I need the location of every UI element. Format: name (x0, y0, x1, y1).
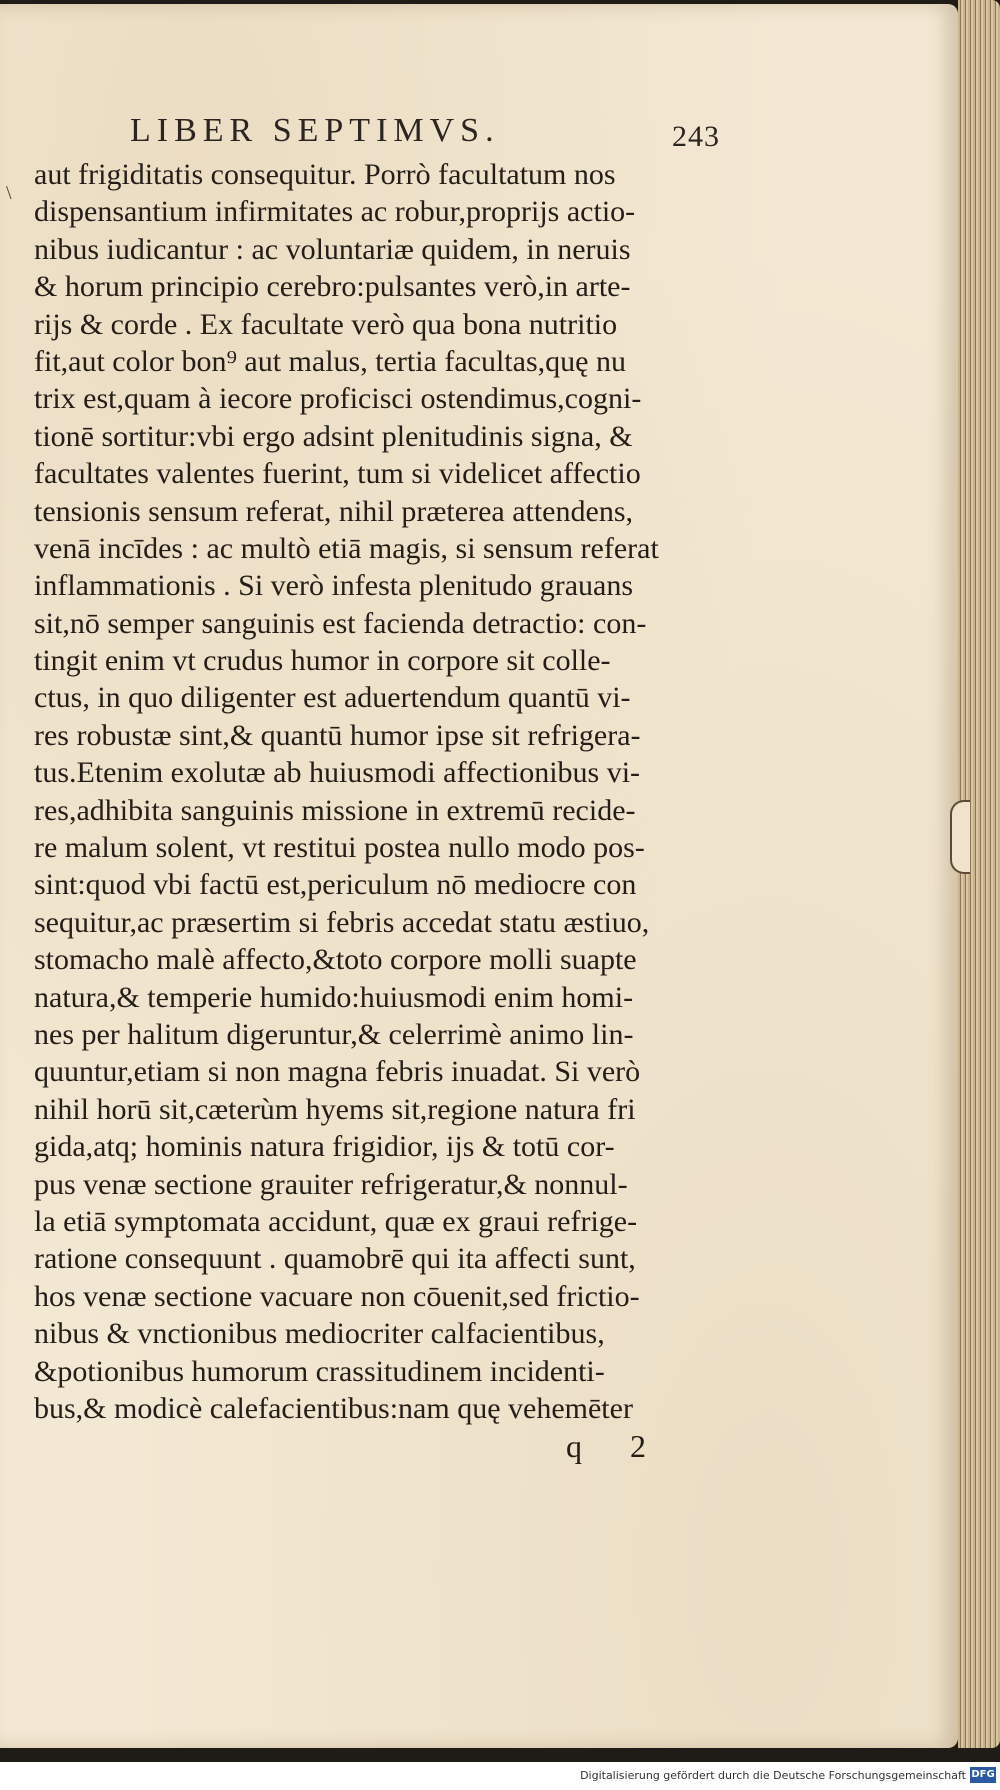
text-line: tus.Etenim exolutæ ab huiusmodi affectionibus vi- (34, 756, 641, 790)
text-line: sit,nō semper sanguinis est facienda detractio: con- (34, 606, 647, 640)
margin-tick-mark: \ (6, 182, 12, 204)
text-line: tensionis sensum referat, nihil præterea attendens, (34, 494, 633, 528)
text-line: bus,& modicè calefacientibus:nam quę vehemēter (34, 1391, 633, 1425)
body-text (34, 156, 754, 1427)
text-line: nibus iudicantur : ac voluntariæ quidem, in neruis (34, 232, 631, 266)
text-line: venā incīdes : ac multò etiā magis, si sensum referat (34, 531, 659, 565)
text-line: facultates valentes fuerint, tum si videlicet affectio (34, 457, 641, 491)
text-line: ctus, in quo diligenter est aduertendum quantū vi- (34, 681, 631, 715)
page-number: 243 (672, 120, 720, 153)
text-line: nihil horū sit,cæterùm hyems sit,regione natura fri (34, 1092, 636, 1126)
text-line: la etiā symptomata accidunt, quæ ex graui refrige- (34, 1204, 638, 1238)
text-line: res,adhibita sanguinis missione in extremū recide- (34, 793, 636, 827)
page-edges (958, 0, 1000, 1748)
text-line: nes per halitum digeruntur,& celerrimè animo lin- (34, 1017, 634, 1051)
text-line: re malum solent, vt restitui postea nullo modo pos- (34, 831, 645, 865)
text-line: res robustæ sint,& quantū humor ipse sit refrigera- (34, 718, 641, 752)
text-line: inflammationis . Si verò infesta plenitudo grauans (34, 569, 634, 603)
text-line: sint:quod vbi factū est,periculum nō mediocre con (34, 868, 637, 902)
text-line: tingit enim vt crudus humor in corpore sit colle- (34, 644, 611, 678)
footer-bar (0, 1762, 1000, 1790)
text-line: rijs & corde . Ex facultate verò qua bona nutritio (34, 307, 618, 341)
dfg-logo: DFG (970, 1767, 996, 1783)
page-tab-marker (950, 800, 970, 874)
text-line: dispensantium infirmitates ac robur,proprijs actio- (34, 195, 636, 229)
footer-credit: Digitalisierung gefördert durch die Deutsche Forschungsgemeinschaft (580, 1769, 966, 1782)
text-line: pus venæ sectione grauiter refrigeratur,& nonnul- (34, 1167, 628, 1201)
text-line: quuntur,etiam si non magna febris inuadat. Si verò (34, 1055, 641, 1089)
text-line: fit,aut color bon⁹ aut malus, tertia facultas,quę nu (34, 344, 626, 378)
text-line: nibus & vnctionibus mediocriter calfacientibus, (34, 1317, 605, 1351)
text-line: hos venæ sectione vacuare non cōuenit,sed frictio- (34, 1279, 640, 1313)
running-title: LIBER SEPTIMVS. (130, 112, 500, 149)
signature-mark: q 2 (566, 1428, 666, 1464)
text-line: ratione consequunt . quamobrē qui ita affecti sunt, (34, 1242, 636, 1276)
text-line: natura,& temperie humido:huiusmodi enim homi- (34, 980, 634, 1014)
text-line: &potionibus humorum crassitudinem incidenti- (34, 1354, 605, 1388)
text-line: tionē sortitur:vbi ergo adsint plenitudinis signa, & (34, 419, 633, 453)
text-line: gida,atq; hominis natura frigidior, ijs & totū cor- (34, 1130, 615, 1164)
text-line: stomacho malè affecto,&toto corpore molli suapte (34, 943, 637, 977)
text-line: trix est,quam à iecore proficisci ostendimus,cogni- (34, 382, 642, 416)
text-line: aut frigiditatis consequitur. Porrò facultatum nos (34, 158, 616, 191)
text-line: sequitur,ac præsertim si febris accedat statu æstiuo, (34, 905, 650, 939)
text-line: & horum principio cerebro:pulsantes verò,in arte- (34, 270, 631, 304)
